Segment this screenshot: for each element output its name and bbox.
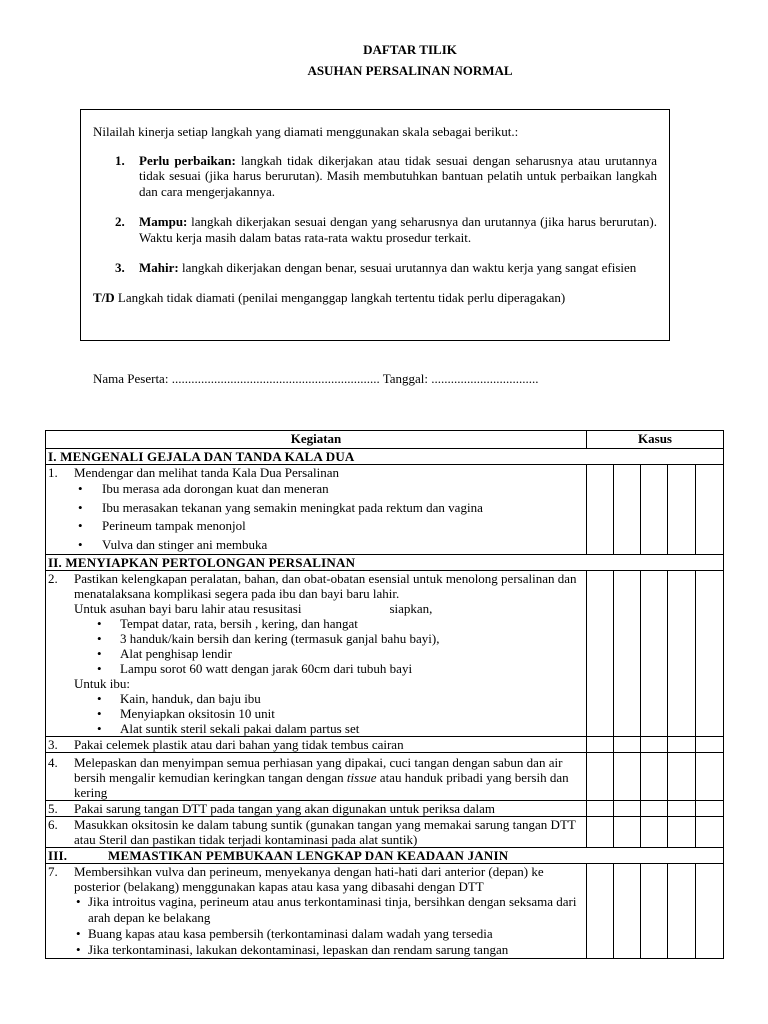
table-row	[46, 864, 724, 959]
step-number: 7.	[48, 864, 58, 879]
section-title: II. MENYIAPKAN PERTOLONGAN PERSALINAN	[46, 555, 724, 571]
table-row	[46, 753, 724, 801]
step-number: 3.	[48, 737, 58, 752]
column-header-kegiatan: Kegiatan	[46, 431, 587, 449]
tanggal-label: Tanggal:	[382, 371, 429, 386]
scale-td-desc: Langkah tidak diamati (penilai menganggap langkah tertentu tidak perlu diperagakan)	[117, 289, 566, 305]
scale-item-desc: langkah dikerjakan dengan benar, sesuai urutannya dan waktu kerja yang sangat efisien	[181, 260, 637, 275]
step-cell	[46, 465, 587, 555]
step-text: Membersihkan vulva dan perineum, menyekanya dengan hati-hati dari anterior (depan) ke posterior (belakang) menggunakan kapas atau kasa yang dibasahi dengan DTT	[74, 864, 544, 894]
kasus-score-cell[interactable]	[641, 465, 668, 555]
table-row	[46, 571, 724, 737]
kasus-score-cell[interactable]	[696, 571, 724, 737]
kasus-score-cell[interactable]	[668, 864, 696, 959]
step-cell	[46, 571, 587, 737]
step-text: Melepaskan dan menyimpan semua perhiasan yang dipakai, cuci tangan dengan sabun dan air bersih mengalir kemudian keringkan tangan dengan	[74, 755, 563, 785]
section-number: III.	[48, 848, 68, 863]
list-item: • Jika introitus vagina, perineum atau anus terkontaminasi tinja, bersihkan dengan seksama dari arah depan ke belakang	[48, 894, 584, 926]
step-number: 2.	[48, 571, 58, 586]
kasus-score-cell[interactable]	[614, 801, 641, 817]
list-item: • Buang kapas atau kasa pembersih (terkontaminasi dalam wadah yang tersedia	[48, 926, 584, 942]
scale-item-perlu-perbaikan	[115, 153, 657, 200]
nama-peserta-label: Nama Peserta:	[93, 371, 169, 386]
step-number: 4.	[48, 755, 58, 770]
scale-item-number: 1.	[115, 152, 125, 168]
scale-item-mahir	[115, 260, 657, 276]
table-row	[46, 465, 724, 555]
nama-peserta-field[interactable]: ................................................................	[171, 371, 380, 386]
list-item: • Lampu sorot 60 watt dengan jarak 60cm dari tubuh bayi	[48, 661, 584, 676]
section-row	[46, 449, 724, 465]
step-cell	[46, 801, 587, 817]
kasus-score-cell[interactable]	[696, 801, 724, 817]
scale-item-desc: langkah tidak dikerjakan atau tidak sesuai dengan seharusnya atau urutannya tidak sesuai (jika harus berurutan). Masih membutuhkan bantuan pelatih untuk perbaikan langkah dan cara mengerjakannya.	[139, 152, 658, 199]
table-row	[46, 817, 724, 848]
scale-item-term: Perlu perbaikan:	[139, 152, 236, 168]
kasus-score-cell[interactable]	[614, 864, 641, 959]
kasus-score-cell[interactable]	[696, 737, 724, 753]
kasus-score-cell[interactable]	[641, 571, 668, 737]
document-title: DAFTAR TILIK	[363, 42, 457, 57]
list-item: • Kain, handuk, dan baju ibu	[48, 691, 584, 706]
table-header-row	[46, 431, 724, 449]
kasus-score-cell[interactable]	[587, 465, 614, 555]
kasus-score-cell[interactable]	[587, 753, 614, 801]
step-number: 6.	[48, 817, 58, 832]
kasus-score-cell[interactable]	[614, 753, 641, 801]
list-item: • Alat penghisap lendir	[48, 646, 584, 661]
step-text: Pastikan kelengkapan peralatan, bahan, dan obat-obatan esensial untuk menolong persalinan dan menatalaksana komplikasi segera pada ibu dan bayi baru lahir.	[74, 571, 577, 601]
kasus-score-cell[interactable]	[614, 571, 641, 737]
kasus-score-cell[interactable]	[696, 465, 724, 555]
kasus-score-cell[interactable]	[614, 817, 641, 848]
kasus-score-cell[interactable]	[668, 753, 696, 801]
list-item: • 3 handuk/kain bersih dan kering (termasuk ganjal bahu bayi),	[48, 631, 584, 646]
tanggal-field[interactable]: .................................	[431, 371, 539, 386]
scale-item-term: Mampu:	[139, 214, 188, 229]
kasus-score-cell[interactable]	[696, 817, 724, 848]
step-cell	[46, 753, 587, 801]
scale-item-term: Mahir:	[139, 260, 179, 275]
step-cell	[46, 737, 587, 753]
step-text-italic: tissue	[346, 770, 377, 785]
kasus-score-cell[interactable]	[587, 571, 614, 737]
kasus-score-cell[interactable]	[641, 817, 668, 848]
step-text: Pakai sarung tangan DTT pada tangan yang akan digunakan untuk periksa dalam	[74, 801, 496, 816]
kasus-score-cell[interactable]	[587, 817, 614, 848]
section-title: I. MENGENALI GEJALA DAN TANDA KALA DUA	[46, 449, 724, 465]
kasus-score-cell[interactable]	[614, 737, 641, 753]
scale-item-number: 3.	[115, 260, 125, 275]
section-title-cell	[46, 848, 724, 864]
scale-td-term: T/D	[93, 289, 115, 305]
list-item: • Ibu merasa ada dorongan kuat dan meneran	[48, 480, 584, 499]
scale-td-note	[93, 290, 657, 306]
participant-info-line	[93, 371, 539, 387]
scale-instructions-box	[80, 109, 670, 341]
kasus-score-cell[interactable]	[641, 737, 668, 753]
kasus-score-cell[interactable]	[641, 801, 668, 817]
step-cell	[46, 817, 587, 848]
document-subtitle: ASUHAN PERSALINAN NORMAL	[307, 63, 513, 78]
kasus-score-cell[interactable]	[696, 864, 724, 959]
scale-item-mampu	[115, 214, 657, 245]
list-item: • Alat suntik steril sekali pakai dalam partus set	[48, 721, 584, 736]
kasus-score-cell[interactable]	[587, 864, 614, 959]
kasus-score-cell[interactable]	[668, 737, 696, 753]
scale-item-number: 2.	[115, 214, 125, 229]
step-text-tail: atau handuk pribadi yang bersih dan kering	[74, 770, 569, 800]
kasus-score-cell[interactable]	[668, 801, 696, 817]
kasus-score-cell[interactable]	[641, 864, 668, 959]
table-row	[46, 737, 724, 753]
list-item: • Jika terkontaminasi, lakukan dekontaminasi, lepaskan dan rendam sarung tangan	[48, 942, 584, 958]
step-text: Mendengar dan melihat tanda Kala Dua Persalinan	[74, 465, 339, 480]
step-number: 5.	[48, 801, 58, 816]
kasus-score-cell[interactable]	[668, 817, 696, 848]
kasus-score-cell[interactable]	[614, 465, 641, 555]
list-item: • Vulva dan stinger ani membuka	[48, 536, 584, 555]
section-row	[46, 848, 724, 864]
step-subintro-tail: siapkan,	[389, 601, 433, 616]
step-subintro: Untuk asuhan bayi baru lahir atau resusitasi	[74, 601, 302, 616]
scale-intro: Nilailah kinerja setiap langkah yang diamati menggunakan skala sebagai berikut.:	[93, 124, 519, 139]
kasus-score-cell[interactable]	[587, 737, 614, 753]
list-item: • Tempat datar, rata, bersih , kering, dan hangat	[48, 616, 584, 631]
column-header-kasus: Kasus	[587, 431, 724, 449]
step-cell	[46, 864, 587, 959]
kasus-score-cell[interactable]	[587, 801, 614, 817]
step-number: 1.	[48, 465, 58, 480]
step-subintro: Untuk ibu:	[74, 676, 130, 691]
section-title: MEMASTIKAN PEMBUKAAN LENGKAP DAN KEADAAN JANIN	[108, 848, 509, 863]
kasus-score-cell[interactable]	[668, 571, 696, 737]
checklist-table	[45, 430, 724, 959]
list-item: • Perineum tampak menonjol	[48, 517, 584, 536]
list-item: • Menyiapkan oksitosin 10 unit	[48, 706, 584, 721]
kasus-score-cell[interactable]	[641, 753, 668, 801]
step-text: Pakai celemek plastik atau dari bahan yang tidak tembus cairan	[74, 737, 404, 752]
list-item: • Ibu merasakan tekanan yang semakin meningkat pada rektum dan vagina	[48, 499, 584, 518]
section-row	[46, 555, 724, 571]
step-text: Masukkan oksitosin ke dalam tabung suntik (gunakan tangan yang memakai sarung tangan DTT atau Steril dan pastikan tidak terjadi kontaminasi pada alat suntik)	[74, 817, 576, 847]
scale-item-desc: langkah dikerjakan sesuai dengan yang seharusnya dan urutannya (jika harus berurutan). Waktu kerja masih dalam batas rata-rata waktu prosedur terkait.	[139, 214, 658, 245]
kasus-score-cell[interactable]	[668, 465, 696, 555]
kasus-score-cell[interactable]	[696, 753, 724, 801]
table-row	[46, 801, 724, 817]
